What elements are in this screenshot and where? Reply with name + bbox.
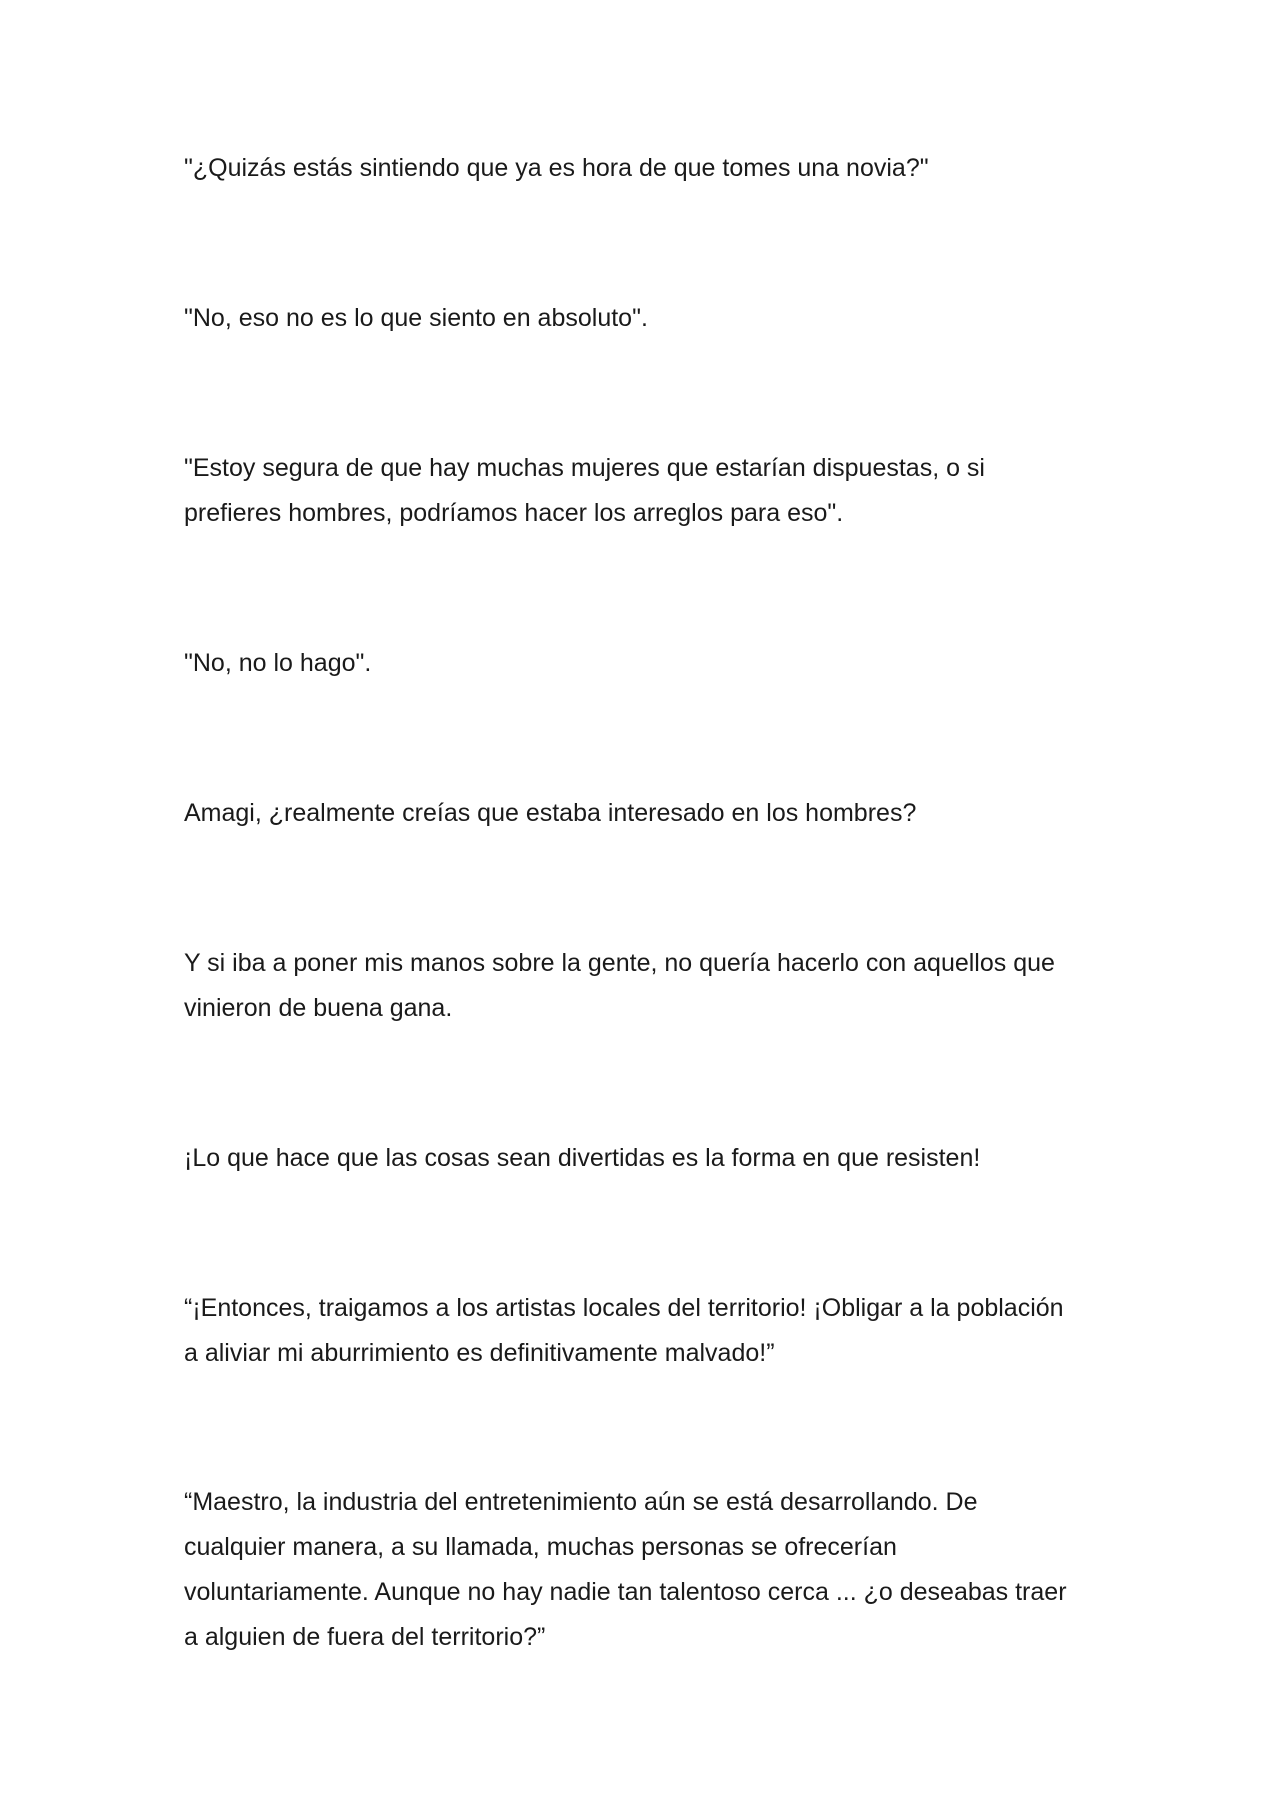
paragraph: “Maestro, la industria del entretenimiento aún se está desarrollando. De cualquier manera, a su llamada, muchas personas se ofrecerían voluntariamente. Aunque no hay nadie tan talentoso cerca ... ¿o deseabas traer a alguien de fuera del territorio?” [184, 1488, 1067, 1651]
paragraph: "No, eso no es lo que siento en absoluto". [184, 304, 648, 332]
paragraph: "No, no lo hago". [184, 649, 372, 677]
paragraph: Y si iba a poner mis manos sobre la gente, no quería hacerlo con aquellos que vinieron de buena gana. [184, 949, 1055, 1022]
paragraph: Amagi, ¿realmente creías que estaba interesado en los hombres? [184, 799, 917, 827]
paragraph: "¿Quizás estás sintiendo que ya es hora de que tomes una novia?" [184, 154, 929, 182]
paragraph: ¡Lo que hace que las cosas sean divertidas es la forma en que resisten! [184, 1144, 981, 1172]
paragraph: “¡Entonces, traigamos a los artistas locales del territorio! ¡Obligar a la población a aliviar mi aburrimiento es definitivamente malvado!” [184, 1294, 1064, 1367]
paragraph: "Estoy segura de que hay muchas mujeres que estarían dispuestas, o si prefieres hombres, podríamos hacer los arreglos para eso". [184, 454, 985, 527]
